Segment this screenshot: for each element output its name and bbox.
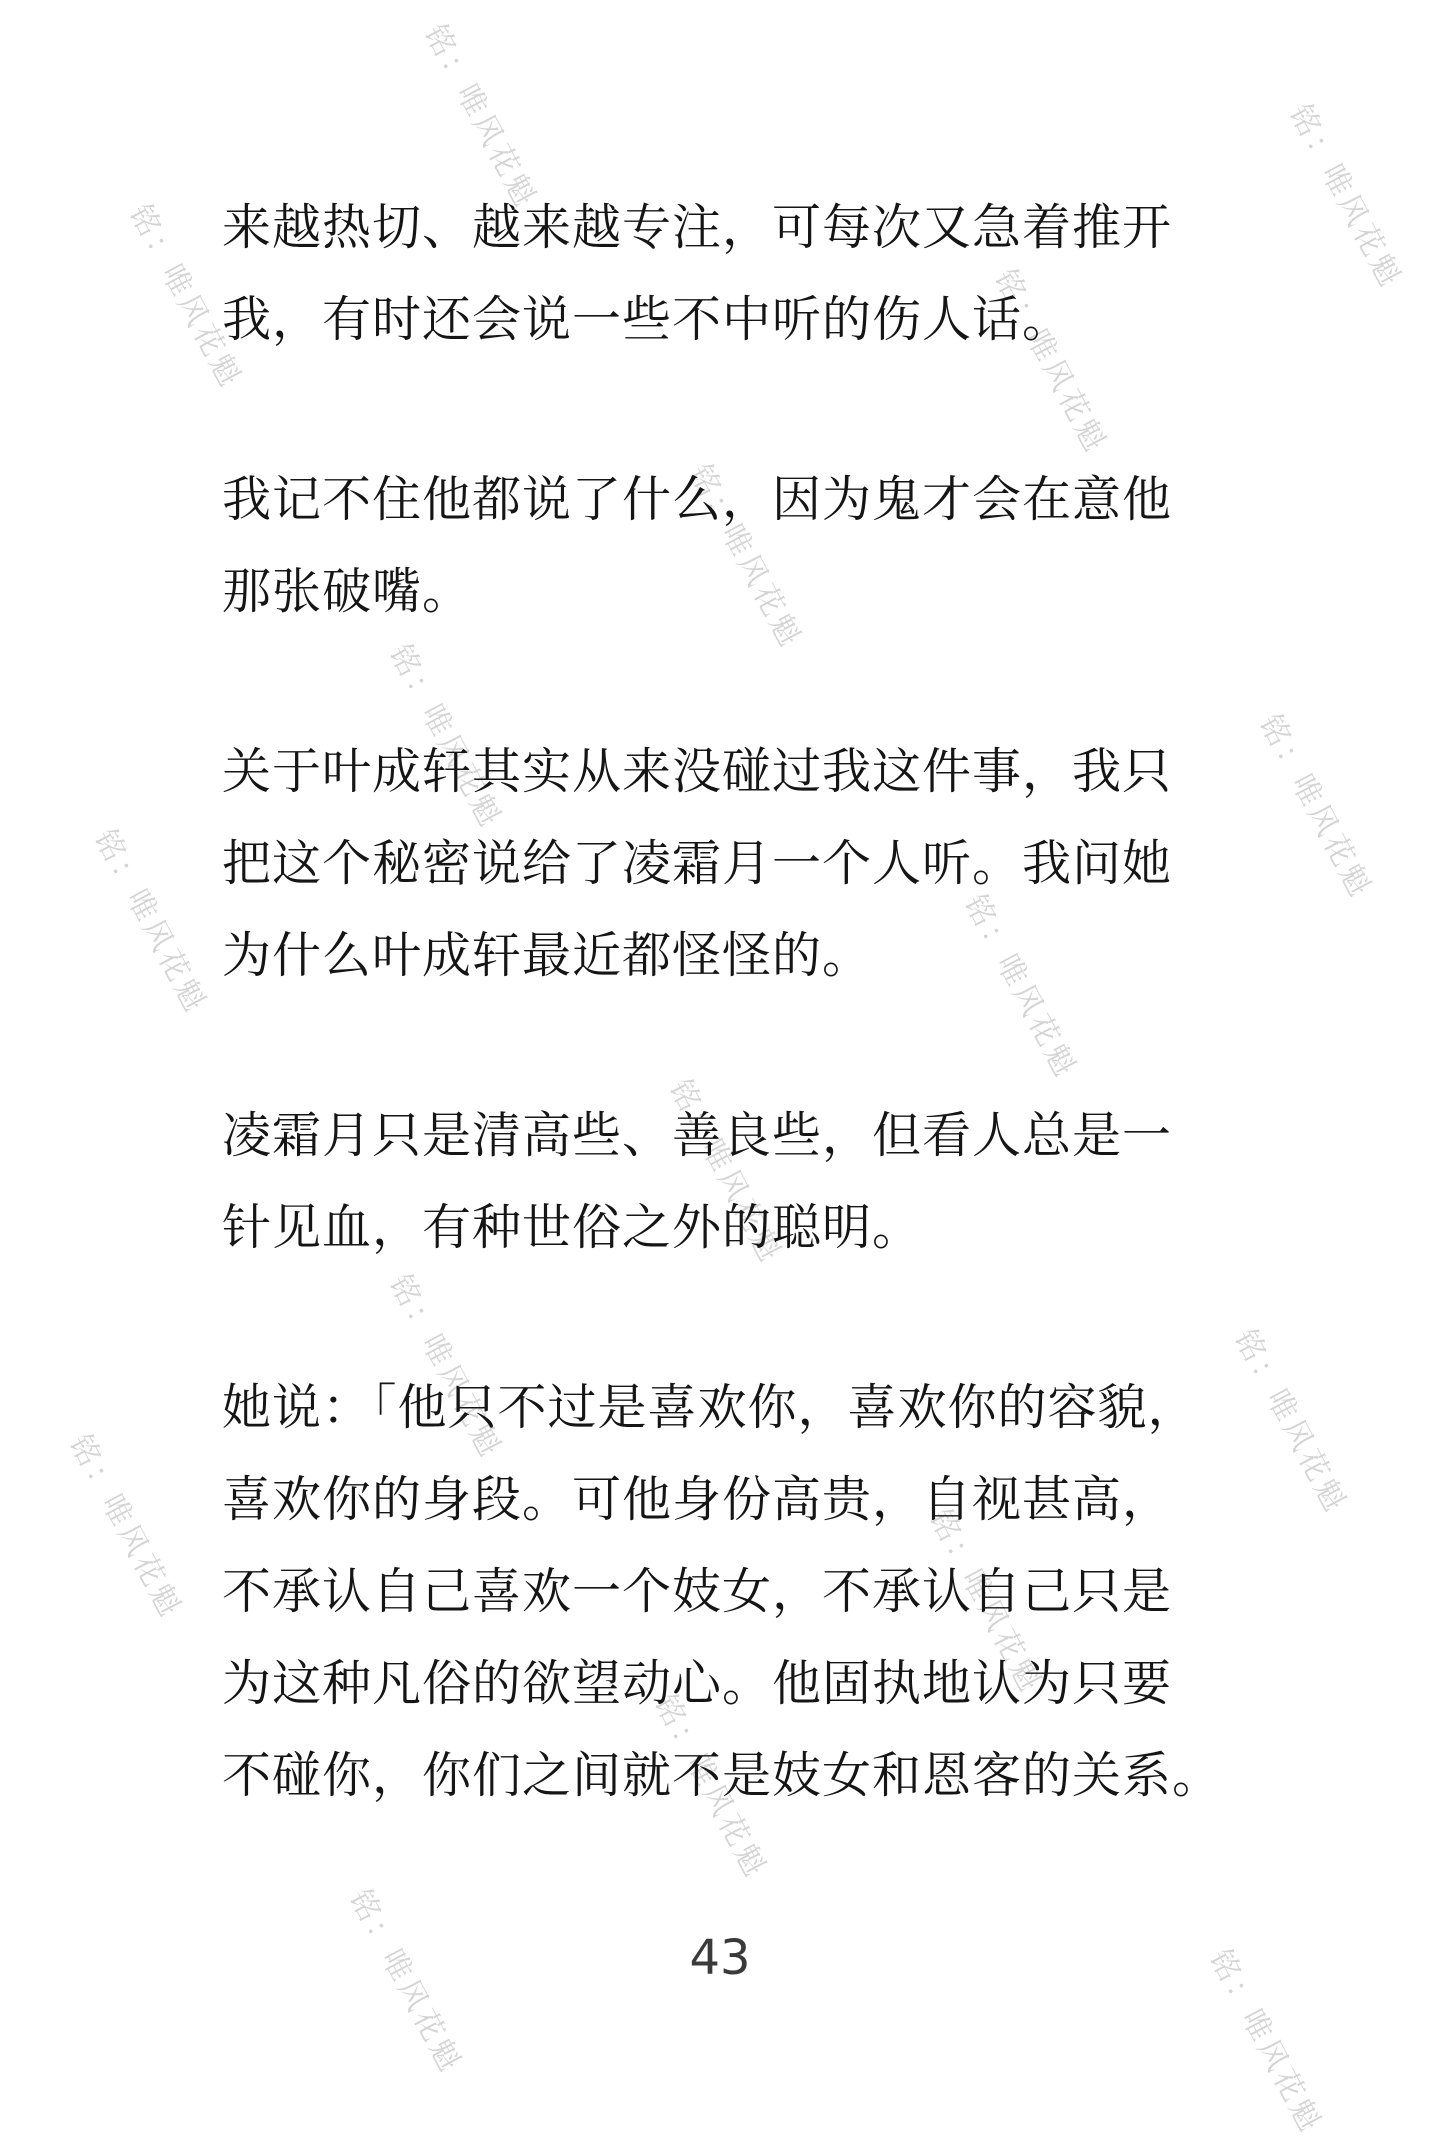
text-line: 不承认自己喜欢一个妓女，不承认自己只是 [222,1563,1173,1620]
paragraph [222,182,1232,366]
paragraph [222,1362,1232,1822]
watermark: 铭：唯风花魁 [382,638,509,836]
watermark: 铭：唯风花魁 [647,1688,774,1886]
watermark: 铭：唯风花魁 [417,18,544,216]
text-line: 我记不住他都说了什么，因为鬼才会在意他 [222,471,1173,528]
paragraph [222,1090,1232,1274]
text-line: 凌霜月只是清高些、善良些，但看人总是一 [222,1107,1173,1164]
watermark: 铭：唯风花魁 [342,1883,469,2081]
watermark: 铭：唯风花魁 [922,1503,1049,1701]
watermark: 铭：唯风花魁 [1227,1323,1354,1521]
text-line: 不碰你，你们之间就不是妓女和恩客的关系。 [222,1747,1223,1804]
watermark: 铭：唯风花魁 [682,458,809,656]
watermark: 铭：唯风花魁 [87,823,214,1021]
watermark: 铭：唯风花魁 [957,888,1084,1086]
text-line: 来越热切、越来越专注，可每次又急着推开 [222,199,1173,256]
watermark: 铭：唯风花魁 [122,198,249,396]
text-line: 针见血，有种世俗之外的聪明。 [222,1199,923,1256]
watermark: 铭：唯风花魁 [62,1428,189,1626]
text-line: 把这个秘密说给了凌霜月一个人听。我问她 [222,835,1173,892]
watermark: 铭：唯风花魁 [1202,1943,1329,2141]
text-line: 那张破嘴。 [222,563,473,620]
text-line: 喜欢你的身段。可他身份高贵，自视甚高， [222,1471,1173,1528]
watermark: 铭：唯风花魁 [1252,708,1379,906]
text-line: 她说：「他只不过是喜欢你，喜欢你的容貌， [222,1379,1198,1436]
page-body [222,182,1232,1910]
watermark: 铭：唯风花魁 [382,1268,509,1466]
watermark: 铭：唯风花魁 [662,1073,789,1271]
watermark: 铭：唯风花魁 [1282,98,1409,296]
text-line: 我，有时还会说一些不中听的伤人话。 [222,291,1073,348]
watermark: 铭：唯风花魁 [987,263,1114,461]
text-line: 关于叶成轩其实从来没碰过我这件事，我只 [222,743,1173,800]
paragraph [222,454,1232,638]
text-line: 为这种凡俗的欲望动心。他固执地认为只要 [222,1655,1173,1712]
text-line: 为什么叶成轩最近都怪怪的。 [222,927,873,984]
page-number: 43 [689,1930,751,1986]
paragraph [222,726,1232,1002]
